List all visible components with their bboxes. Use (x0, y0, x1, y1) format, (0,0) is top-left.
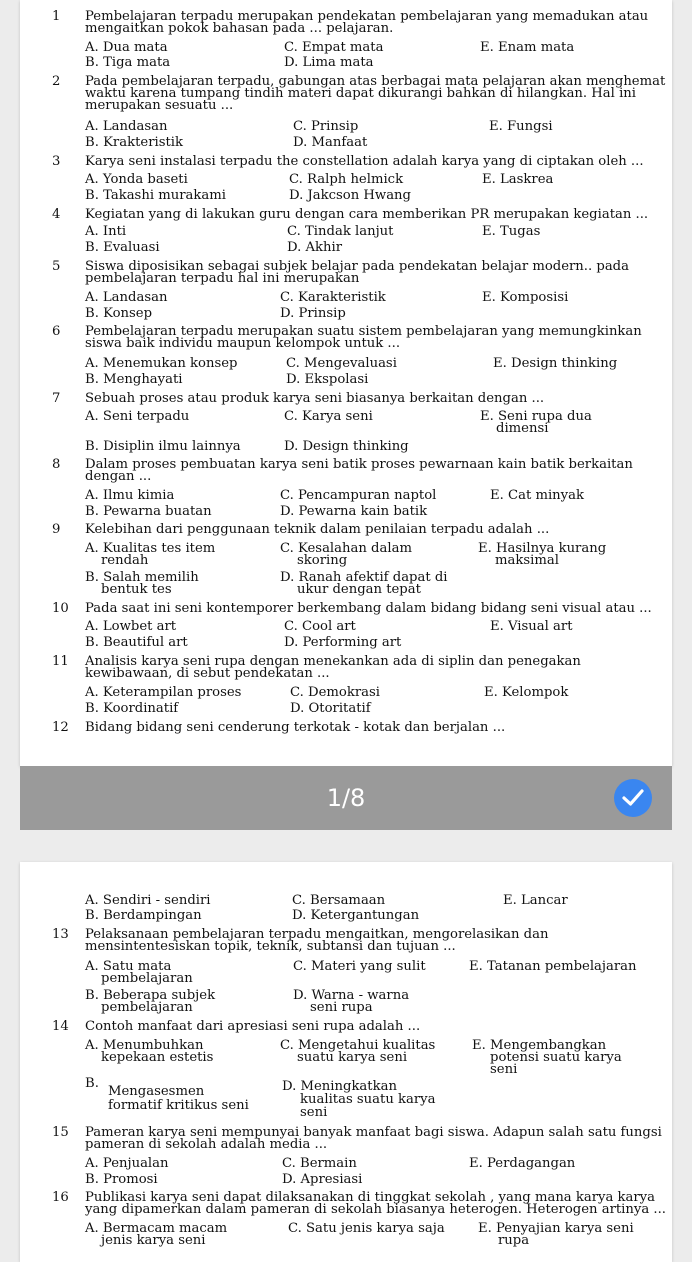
option-b: B. Pewarna buatan (85, 504, 212, 519)
option-d: D. Manfaat (293, 135, 368, 150)
option-c-continued: suatu karya seni (297, 1050, 408, 1065)
question-text: Kelebihan dari penggunaan teknik dalam penilaian terpadu adalah ... (85, 522, 550, 537)
option-d: D. Performing art (284, 635, 402, 650)
option-e: E. Enam mata (480, 40, 575, 55)
option-b-letter: B. (85, 1076, 99, 1091)
option-b: B. Tiga mata (85, 55, 171, 70)
option-c: C. Mengevaluasi (286, 356, 397, 371)
option-e: E. Seni rupa dua (480, 409, 592, 424)
option-e: E. Tatanan pembelajaran (469, 959, 637, 974)
option-e: E. Penyajian karya seni (478, 1221, 634, 1236)
check-circle-icon[interactable] (614, 779, 652, 817)
option-d-continued: seni rupa (310, 1000, 373, 1015)
option-d: D. Pewarna kain batik (280, 504, 428, 519)
option-d: D. Ekspolasi (286, 372, 369, 387)
option-d: D. Ranah afektif dapat di (280, 570, 448, 585)
option-e: E. Kelompok (484, 685, 569, 700)
option-d: D. Jakcson Hwang (289, 188, 411, 203)
question-number: 6 (52, 324, 61, 339)
question-text: pameran di sekolah adalah media ... (85, 1137, 328, 1152)
option-e: E. Fungsi (489, 119, 553, 134)
option-e: E. Visual art (490, 619, 573, 634)
option-c: C. Karya seni (284, 409, 373, 424)
option-e: E. Cat minyak (490, 488, 584, 503)
option-b-continued: pembelajaran (101, 1000, 193, 1015)
option-c: C. Ralph helmick (289, 172, 404, 187)
option-a: A. Lowbet art (85, 619, 177, 634)
question-text: mengaitkan pokok bahasan pada ... pelajaran. (85, 21, 394, 36)
question-text: dengan ... (85, 469, 152, 484)
question-text: Pada saat ini seni kontemporer berkembang dalam bidang bidang seni visual atau ... (85, 601, 652, 616)
question-number: 10 (52, 601, 69, 616)
question-text: waktu karena tumpang tindih materi dapat dikurangi bahkan di hilangkan. Hal ini (85, 86, 637, 101)
option-a: A. Bermacam macam (85, 1221, 228, 1236)
option-b: B. Beautiful art (85, 635, 188, 650)
option-d: D. Otoritatif (290, 701, 371, 716)
option-b: Mengasesmen (108, 1084, 205, 1099)
question-text: pembelajaran terpadu hal ini merupakan (85, 271, 360, 286)
question-number: 7 (52, 391, 61, 406)
option-d-continued: ukur dengan tepat (297, 582, 421, 597)
question-text: yang dipamerkan dalam pameran di sekolah biasanya heterogen. Heterogen artinya ... (85, 1202, 666, 1217)
option-d: D. Akhir (287, 240, 343, 255)
question-text: Pembelajaran terpadu merupakan suatu sistem pembelajaran yang memungkinkan (85, 324, 642, 339)
page-indicator: 1/8 (326, 784, 366, 812)
option-c-continued: skoring (297, 553, 348, 568)
exam-page-1 (20, 0, 672, 766)
option-a: A. Sendiri - sendiri (85, 893, 211, 908)
option-e: E. Tugas (482, 224, 541, 239)
option-c: C. Empat mata (284, 40, 384, 55)
option-d: D. Meningkatkan (282, 1079, 397, 1094)
question-text: Pada pembelajaran terpadu, gabungan atas berbagai mata pelajaran akan menghemat (85, 74, 666, 89)
option-b: B. Menghayati (85, 372, 183, 387)
option-e: E. Hasilnya kurang (478, 541, 607, 556)
option-c: C. Prinsip (293, 119, 359, 134)
question-text: Bidang bidang seni cenderung terkotak - kotak dan berjalan ... (85, 720, 506, 735)
question-text: Sebuah proses atau produk karya seni biasanya berkaitan dengan ... (85, 391, 545, 406)
option-b: B. Takashi murakami (85, 188, 226, 203)
option-e-continued: rupa (498, 1233, 530, 1248)
question-text: mensintentesiskan topik, teknik, subtansi dan tujuan ... (85, 939, 456, 954)
option-c: C. Materi yang sulit (293, 959, 426, 974)
question-text: Contoh manfaat dari apresiasi seni rupa adalah ... (85, 1019, 421, 1034)
option-d: D. Apresiasi (282, 1172, 363, 1187)
question-text: Pembelajaran terpadu merupakan pendekatan pembelajaran yang memadukan atau (85, 9, 649, 24)
question-text: Siswa diposisikan sebagai subjek belajar pada pendekatan belajar modern.. pada (85, 259, 629, 274)
question-number: 5 (52, 259, 61, 274)
option-e-continued: seni (490, 1062, 518, 1077)
question-text: Pelaksanaan pembelajaran terpadu mengaitkan, mengorelasikan dan (85, 927, 549, 942)
question-text: siswa baik individu maupun kelompok untuk ... (85, 336, 401, 351)
question-text: merupakan sesuatu ... (85, 98, 234, 113)
question-number: 9 (52, 522, 61, 537)
option-b: B. Krakteristik (85, 135, 183, 150)
question-number: 14 (52, 1019, 69, 1034)
option-c: C. Karakteristik (280, 290, 386, 305)
question-text: Karya seni instalasi terpadu the constellation adalah karya yang di ciptakan oleh ... (85, 154, 644, 169)
question-text: Pameran karya seni mempunyai banyak manfaat bagi siswa. Adapun salah satu fungsi (85, 1125, 662, 1140)
option-c: C. Bermain (282, 1156, 357, 1171)
option-a: A. Landasan (85, 119, 168, 134)
question-number: 11 (52, 654, 69, 669)
option-b: B. Salah memilih (85, 570, 199, 585)
option-c: C. Satu jenis karya saja (288, 1221, 445, 1236)
option-a: A. Menemukan konsep (85, 356, 238, 371)
option-a-continued: kepekaan estetis (101, 1050, 214, 1065)
option-e: E. Perdagangan (469, 1156, 576, 1171)
exam-page-2 (20, 862, 672, 1262)
option-e-continued: maksimal (495, 553, 559, 568)
option-a-continued: pembelajaran (101, 971, 193, 986)
option-a: A. Ilmu kimia (85, 488, 175, 503)
option-e: E. Laskrea (482, 172, 554, 187)
option-d: D. Lima mata (284, 55, 374, 70)
option-a: A. Menumbuhkan (85, 1038, 204, 1053)
option-a: A. Kualitas tes item (85, 541, 216, 556)
option-a-continued: jenis karya seni (101, 1233, 206, 1248)
option-b-continued: bentuk tes (101, 582, 172, 597)
option-b: B. Promosi (85, 1172, 158, 1187)
question-number: 8 (52, 457, 61, 472)
option-e: E. Design thinking (493, 356, 618, 371)
question-text: kewibawaan, di sebut pendekatan ... (85, 666, 330, 681)
question-number: 3 (52, 154, 61, 169)
question-number: 4 (52, 207, 61, 222)
option-e: E. Mengembangkan (472, 1038, 607, 1053)
option-c: C. Tindak lanjut (287, 224, 394, 239)
question-number: 1 (52, 9, 61, 24)
option-b: B. Beberapa subjek (85, 988, 216, 1003)
option-c: C. Cool art (284, 619, 356, 634)
option-a: A. Dua mata (85, 40, 168, 55)
question-number: 12 (52, 720, 69, 735)
option-e: E. Lancar (503, 893, 568, 908)
option-b: B. Disiplin ilmu lainnya (85, 439, 241, 454)
option-e-continued: dimensi (496, 421, 549, 436)
option-a: A. Satu mata (85, 959, 172, 974)
option-d: D. Ketergantungan (292, 908, 420, 923)
option-c: C. Demokrasi (290, 685, 380, 700)
option-e-continued: potensi suatu karya (490, 1050, 622, 1065)
option-c: C. Mengetahui kualitas (280, 1038, 436, 1053)
option-b-continued: formatif kritikus seni (108, 1098, 249, 1113)
option-c: C. Kesalahan dalam (280, 541, 412, 556)
option-a: A. Seni terpadu (85, 409, 190, 424)
option-a: A. Yonda baseti (85, 172, 188, 187)
question-number: 13 (52, 927, 69, 942)
option-a: A. Landasan (85, 290, 168, 305)
question-number: 2 (52, 74, 61, 89)
question-number: 15 (52, 1125, 69, 1140)
option-b: B. Berdampingan (85, 908, 202, 923)
option-a-continued: rendah (101, 553, 149, 568)
question-text: Analisis karya seni rupa dengan menekankan ada di siplin dan penegakan (85, 654, 581, 669)
option-c: C. Bersamaan (292, 893, 386, 908)
option-a: A. Inti (85, 224, 127, 239)
option-d: D. Warna - warna (293, 988, 410, 1003)
option-d: D. Design thinking (284, 439, 409, 454)
option-e: E. Komposisi (482, 290, 569, 305)
option-a: A. Penjualan (85, 1156, 169, 1171)
option-b: B. Koordinatif (85, 701, 179, 716)
option-a: A. Keterampilan proses (85, 685, 242, 700)
question-number: 16 (52, 1190, 69, 1205)
question-text: Publikasi karya seni dapat dilaksanakan di tinggkat sekolah , yang mana karya karya (85, 1190, 655, 1205)
question-text: Kegiatan yang di lakukan guru dengan cara memberikan PR merupakan kegiatan ... (85, 207, 649, 222)
page-indicator-bar (20, 766, 672, 830)
option-d: D. Prinsip (280, 306, 346, 321)
question-text: Dalam proses pembuatan karya seni batik proses pewarnaan kain batik berkaitan (85, 457, 633, 472)
option-d-continued: seni (300, 1105, 328, 1120)
option-c: C. Pencampuran naptol (280, 488, 437, 503)
option-b: B. Konsep (85, 306, 153, 321)
option-d-continued: kualitas suatu karya (300, 1092, 436, 1107)
option-b: B. Evaluasi (85, 240, 160, 255)
